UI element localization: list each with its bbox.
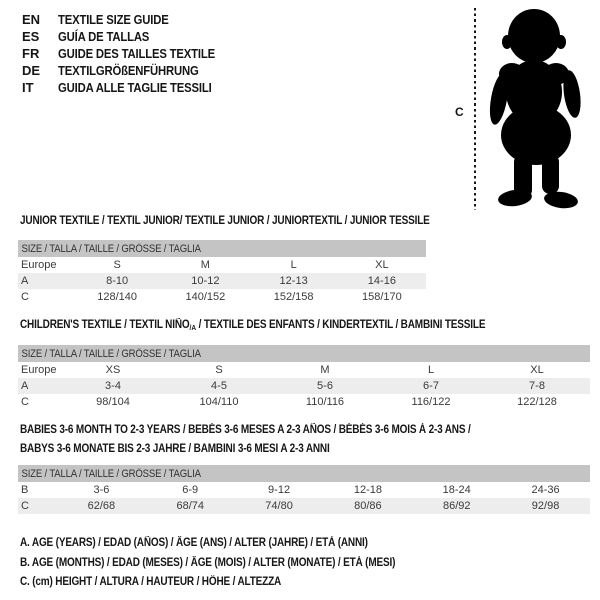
language-list	[22, 11, 238, 96]
language-code: FR	[22, 46, 40, 61]
language-row-fr	[22, 45, 238, 62]
section-title-children	[20, 316, 555, 337]
row-label: A	[21, 275, 29, 287]
size-header-text: SIZE / TALLA / TAILLE / GRÖSSE / TAGLIA	[21, 242, 201, 255]
language-label: TEXTILE SIZE GUIDE	[58, 12, 169, 27]
table-cell: 3-4	[105, 380, 121, 392]
table-row-children-europe	[18, 362, 590, 378]
row-label: C	[21, 396, 29, 408]
size-header-text: SIZE / TALLA / TAILLE / GRÖSSE / TAGLIA	[21, 347, 201, 360]
table-cell: 62/68	[87, 500, 116, 512]
title-segment: / TEXTILE DES ENFANTS / KINDERTEXTIL / BAMBINI TESSILE	[196, 319, 486, 331]
table-cell: 9-12	[268, 484, 291, 496]
size-header-bar	[18, 240, 426, 257]
table-cell: 68/74	[176, 500, 204, 512]
table-row-children-a	[18, 378, 590, 394]
section-title-line	[20, 212, 491, 231]
size-table-children	[18, 345, 590, 410]
table-row-junior-europe	[18, 257, 426, 273]
table-cell: 152/158	[273, 291, 314, 303]
title-subscript: /A	[189, 323, 197, 332]
section-title-text	[20, 421, 471, 440]
section-title-babies	[20, 421, 538, 459]
language-code: DE	[22, 63, 41, 78]
size-header-bar	[18, 345, 590, 362]
height-dashed-line	[474, 8, 476, 210]
footnote-c	[20, 573, 451, 593]
row-label: C	[21, 291, 29, 303]
table-cell: XL	[530, 364, 544, 376]
height-label: C	[455, 105, 464, 119]
language-row-de	[22, 62, 238, 79]
row-label: C	[21, 500, 29, 512]
table-cell: L	[290, 259, 297, 271]
language-label: GUIDA ALLE TAGLIE TESSILI	[58, 80, 212, 95]
row-label: Europe	[21, 364, 57, 376]
section-title-line	[20, 440, 538, 459]
section-title-text	[20, 212, 430, 231]
row-label: A	[21, 380, 29, 392]
table-cell: 74/80	[265, 500, 293, 512]
size-header-text: SIZE / TALLA / TAILLE / GRÖSSE / TAGLIA	[21, 467, 201, 480]
footnote-text: C. (cm) HEIGHT / ALTURA / HAUTEUR / HÖHE / ALTEZZA	[20, 576, 282, 588]
row-label: B	[21, 484, 29, 496]
table-cell: M	[320, 364, 330, 376]
section-title-line	[20, 316, 555, 337]
language-label: TEXTILGRÖßENFÜHRUNG	[58, 63, 199, 78]
size-table-junior	[18, 240, 426, 305]
table-cell: 128/140	[97, 291, 137, 303]
table-cell: 158/170	[361, 291, 402, 303]
language-row-it	[22, 79, 238, 96]
footnote-b	[20, 554, 451, 574]
language-row-es	[22, 28, 238, 45]
table-cell: 104/110	[199, 396, 239, 408]
table-cell: S	[113, 259, 121, 271]
row-label: Europe	[21, 259, 57, 271]
table-cell: M	[200, 259, 210, 271]
section-title-junior	[20, 212, 491, 231]
footnote-a	[20, 534, 451, 554]
table-cell: 122/128	[517, 396, 557, 408]
table-cell: 116/122	[411, 396, 451, 408]
footnote-text: A. AGE (YEARS) / EDAD (AÑOS) / ÂGE (ANS) / ALTER (JAHRE) / ETÀ (ANNI)	[20, 537, 368, 549]
table-cell: 12-18	[353, 484, 382, 496]
size-header-bar	[18, 465, 590, 482]
language-code: EN	[22, 12, 41, 27]
table-row-babies-b	[18, 482, 590, 498]
title-segment: CHILDREN'S TEXTILE / TEXTIL NIÑO	[20, 319, 190, 331]
table-cell: 14-16	[367, 275, 396, 287]
language-label: GUIDE DES TAILLES TEXTILE	[58, 46, 215, 61]
footnotes	[20, 534, 451, 593]
table-cell: XS	[105, 364, 121, 376]
language-code: IT	[22, 80, 34, 95]
table-cell: 6-9	[182, 484, 199, 496]
table-cell: 86/92	[442, 500, 471, 512]
table-cell: 3-6	[93, 484, 110, 496]
table-row-babies-c	[18, 498, 590, 514]
table-cell: 12-13	[279, 275, 308, 287]
table-row-junior-c	[18, 289, 426, 305]
table-cell: L	[427, 364, 435, 376]
table-cell: 5-6	[317, 380, 333, 392]
table-cell: 18-24	[442, 484, 471, 496]
title-segment: JUNIOR TEXTILE / TEXTIL JUNIOR/ TEXTILE JUNIOR / JUNIORTEXTIL / JUNIOR TESSILE	[20, 215, 430, 227]
table-cell: 7-8	[529, 380, 545, 392]
table-cell: 10-12	[191, 275, 220, 287]
footnote-text: B. AGE (MONTHS) / EDAD (MESES) / ÂGE (MOIS) / ALTER (MONATE) / ETÀ (MESI)	[20, 556, 396, 569]
size-table-babies	[18, 465, 590, 514]
table-cell: XL	[375, 259, 389, 271]
table-cell: 6-7	[423, 380, 439, 392]
table-cell: 98/104	[96, 396, 130, 408]
title-segment: BABIES 3-6 MONTH TO 2-3 YEARS / BEBÉS 3-6 MESES A 2-3 AÑOS / BÉBÉS 3-6 MOIS À 2-3 ANS /	[20, 424, 471, 436]
section-title-line	[20, 421, 538, 440]
table-cell: 140/152	[185, 291, 226, 303]
table-cell: 80/86	[354, 500, 382, 512]
section-title-text	[20, 316, 485, 337]
table-cell: 110/116	[305, 396, 345, 408]
table-cell: 4-5	[211, 380, 227, 392]
language-code: ES	[22, 29, 40, 44]
title-segment: BABYS 3-6 MONATE BIS 2-3 JAHRE / BAMBINI 3-6 MESI A 2-3 ANNI	[20, 443, 330, 455]
table-cell: 92/98	[531, 500, 560, 512]
table-cell: 24-36	[531, 484, 560, 496]
toddler-silhouette	[484, 6, 588, 210]
language-row-en	[22, 11, 238, 28]
table-row-children-c	[18, 394, 590, 410]
table-row-junior-a	[18, 273, 426, 289]
table-cell: 8-10	[106, 275, 129, 287]
language-label: GUÍA DE TALLAS	[58, 29, 150, 44]
section-title-text	[20, 440, 330, 459]
table-cell: S	[215, 364, 223, 376]
